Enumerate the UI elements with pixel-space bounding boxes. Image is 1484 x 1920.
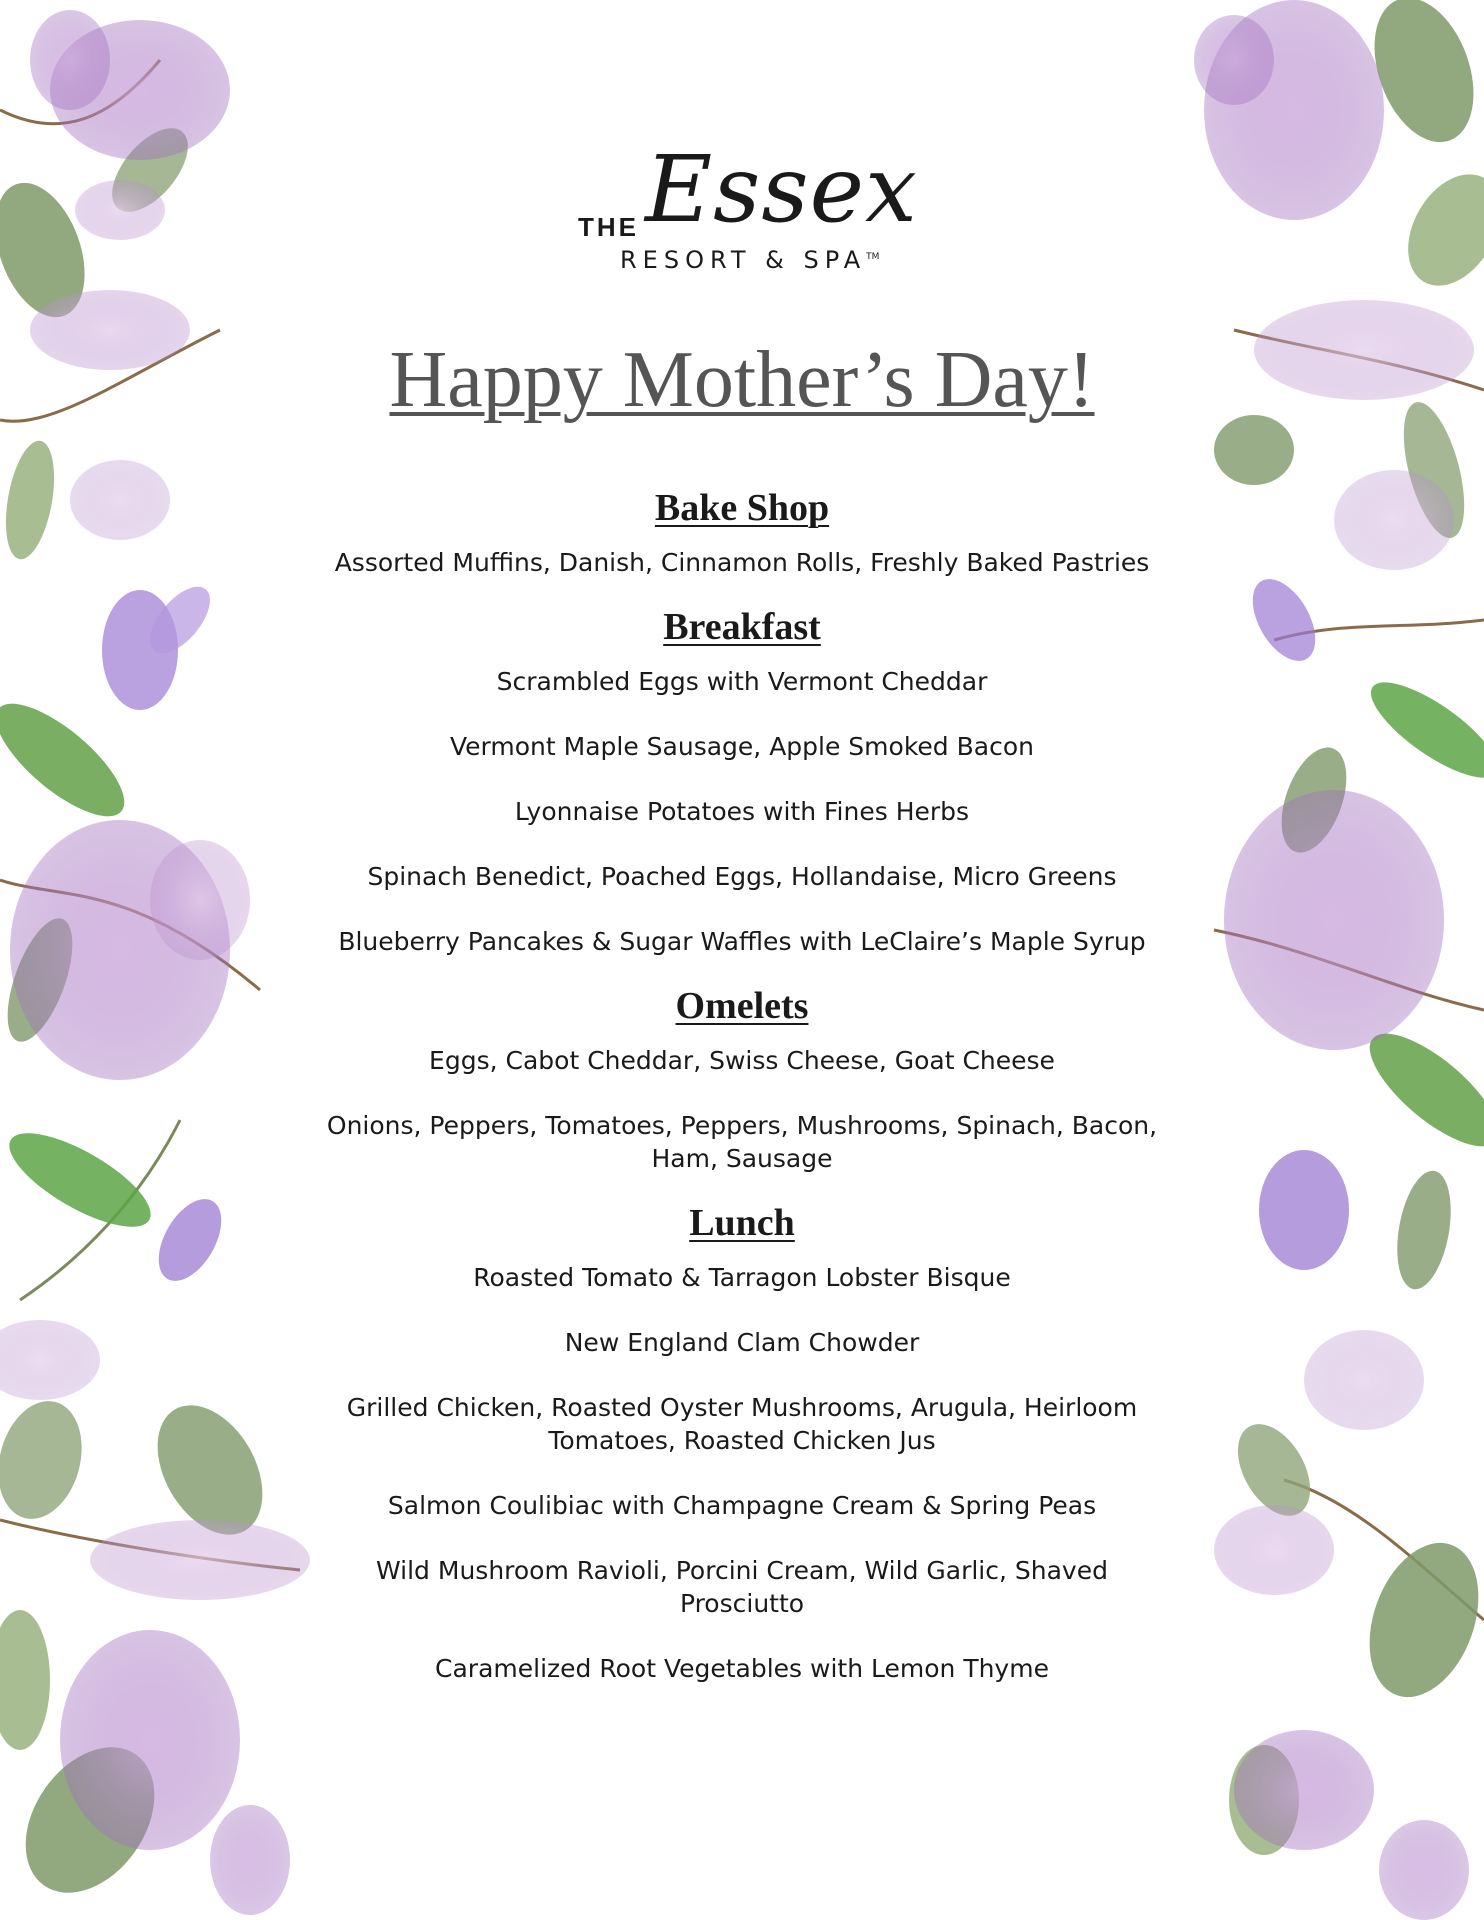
- section-heading: [290, 478, 1194, 538]
- page-title: [300, 330, 1184, 430]
- logo-subtitle: [620, 246, 879, 274]
- floral-border-right: [1194, 0, 1484, 1920]
- page-title-text: Happy Mother’s Day!: [389, 336, 1095, 424]
- menu-item: Grilled Chicken, Roasted Oyster Mushrooms, Arugula, Heirloom Tomatoes, Roasted Chicken Jus: [346, 1393, 1138, 1455]
- menu-item: Spinach Benedict, Poached Eggs, Hollandaise, Micro Greens: [367, 862, 1117, 891]
- menu: [290, 478, 1194, 1685]
- menu-item: Eggs, Cabot Cheddar, Swiss Cheese, Goat Cheese: [429, 1046, 1055, 1075]
- menu-item: Salmon Coulibiac with Champagne Cream & Spring Peas: [387, 1491, 1097, 1520]
- section-heading: [290, 1193, 1194, 1253]
- menu-item: Caramelized Root Vegetables with Lemon Thyme: [435, 1654, 1049, 1683]
- logo-subtitle-text: RESORT & SPA: [620, 246, 867, 274]
- section-heading: [290, 976, 1194, 1036]
- menu-item: Vermont Maple Sausage, Apple Smoked Bacon: [450, 732, 1034, 761]
- section-lunch: [290, 1193, 1194, 1685]
- section-breakfast: [290, 597, 1194, 958]
- menu-item: Blueberry Pancakes & Sugar Waffles with LeClaire’s Maple Syrup: [338, 927, 1146, 956]
- section-omelets: [290, 976, 1194, 1175]
- menu-item: Roasted Tomato & Tarragon Lobster Bisque: [473, 1263, 1011, 1292]
- menu-item: New England Clam Chowder: [564, 1328, 920, 1357]
- section-heading-text: Omelets: [675, 985, 809, 1027]
- logo-brand: Essex: [645, 136, 918, 243]
- floral-border-left: [0, 0, 320, 1920]
- menu-item: Onions, Peppers, Tomatoes, Peppers, Mushrooms, Spinach, Bacon, Ham, Sausage: [326, 1111, 1158, 1173]
- menu-item: Scrambled Eggs with Vermont Cheddar: [496, 667, 988, 696]
- logo-the: THE: [578, 212, 639, 242]
- section-heading-text: Bake Shop: [654, 487, 830, 529]
- logo-trademark: TM: [866, 252, 880, 262]
- menu-item: Lyonnaise Potatoes with Fines Herbs: [514, 797, 970, 826]
- resort-logo: [570, 136, 918, 280]
- menu-item: Wild Mushroom Ravioli, Porcini Cream, Wild Garlic, Shaved Prosciutto: [376, 1556, 1108, 1618]
- section-bake-shop: [290, 478, 1194, 579]
- section-heading-text: Lunch: [689, 1202, 795, 1244]
- section-heading-text: Breakfast: [663, 606, 821, 648]
- menu-item: Assorted Muffins, Danish, Cinnamon Rolls, Freshly Baked Pastries: [334, 548, 1150, 577]
- section-heading: [290, 597, 1194, 657]
